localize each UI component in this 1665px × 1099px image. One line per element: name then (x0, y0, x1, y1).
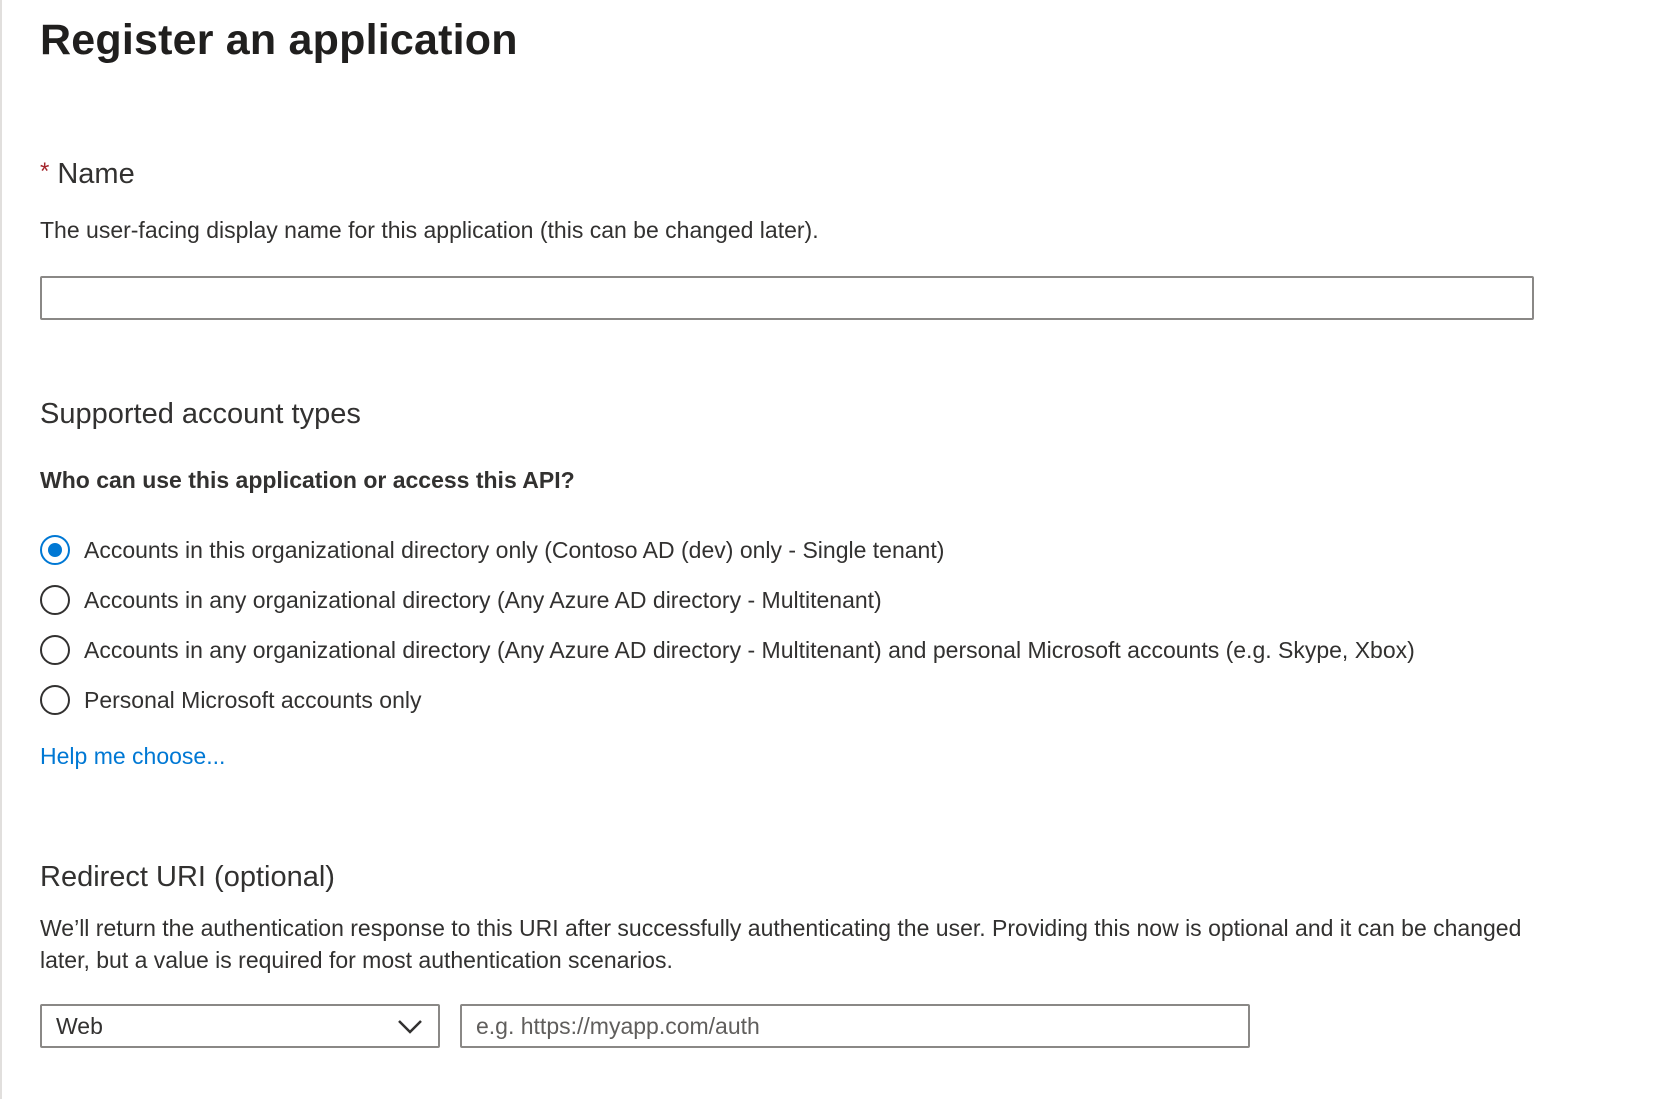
radio-button[interactable] (40, 585, 70, 615)
redirect-uri-heading: Redirect URI (optional) (40, 861, 335, 893)
required-asterisk: * (40, 158, 50, 185)
radio-label: Accounts in this organizational directory only (Contoso AD (dev) only - Single tenant) (84, 536, 945, 563)
account-types-question: Who can use this application or access this API? (40, 467, 575, 493)
platform-selected-value: Web (56, 1012, 103, 1039)
help-me-choose-link[interactable]: Help me choose... (40, 743, 226, 769)
redirect-uri-description: We’ll return the authentication response to this URI after successfully authenticating the user. Providing this now is optional and it can be changed later, but a value is required for most authentication scenarios. (40, 915, 1522, 973)
platform-dropdown[interactable] (40, 1004, 440, 1048)
radio-label: Accounts in any organizational directory (Any Azure AD directory - Multitenant) (84, 586, 882, 613)
name-label-text: Name (57, 158, 135, 190)
radio-option-multitenant[interactable] (40, 580, 882, 620)
radio-option-multitenant-personal[interactable] (40, 630, 1415, 670)
left-panel-border (0, 0, 2, 1099)
supported-account-types-heading: Supported account types (40, 398, 361, 430)
radio-button-selected[interactable] (40, 535, 70, 565)
radio-button[interactable] (40, 685, 70, 715)
radio-option-single-tenant[interactable] (40, 530, 944, 570)
page-title: Register an application (40, 16, 518, 64)
name-input[interactable] (40, 276, 1534, 320)
chevron-down-icon (396, 1016, 424, 1036)
radio-button[interactable] (40, 635, 70, 665)
redirect-uri-input[interactable] (460, 1004, 1250, 1048)
radio-label: Accounts in any organizational directory (Any Azure AD directory - Multitenant) and personal Microsoft accounts (e.g. Skype, Xbox) (84, 636, 1415, 663)
name-description: The user-facing display name for this application (this can be changed later). (40, 217, 819, 243)
name-field-label (40, 158, 135, 191)
radio-label: Personal Microsoft accounts only (84, 686, 422, 713)
radio-option-personal-only[interactable] (40, 680, 422, 720)
